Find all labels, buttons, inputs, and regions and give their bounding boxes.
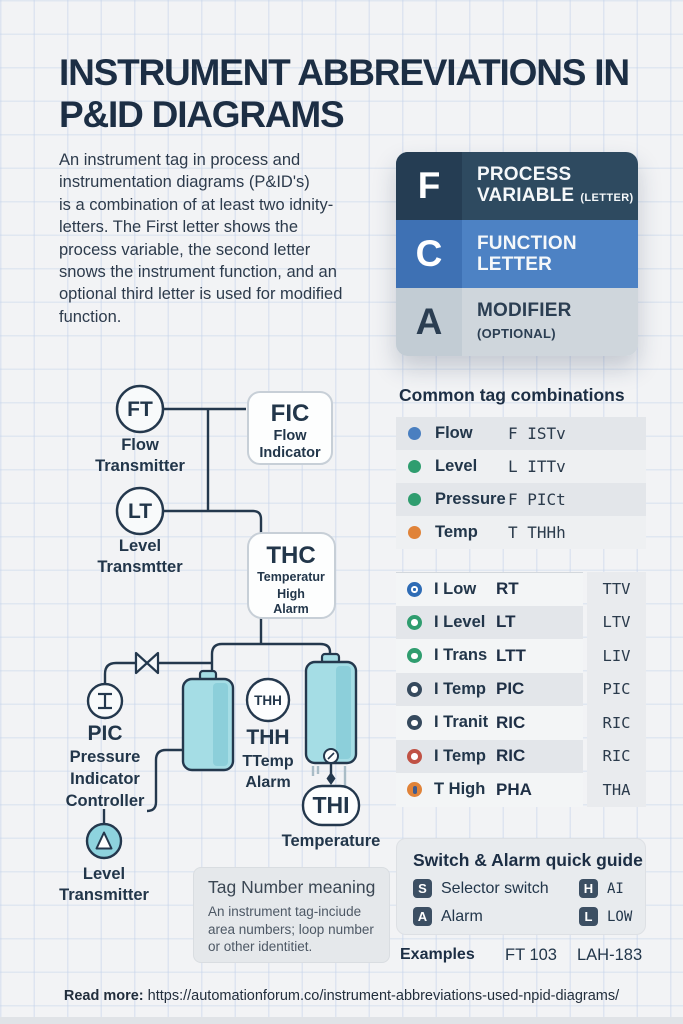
level-tx-label-line: Level	[82, 865, 126, 883]
legend-title-line1: PROCESS	[477, 163, 572, 185]
row-code: T THHh	[508, 523, 566, 542]
pic-tag: PIC	[87, 722, 123, 745]
legend-title-line1: MODIFIER	[477, 300, 572, 321]
common-tag-combinations-heading: Common tag combinations	[399, 385, 625, 405]
row-label: I Low	[434, 579, 477, 598]
row-code: LTT	[496, 645, 526, 665]
tank-shade	[213, 683, 228, 766]
tag-box-line: area numbers; loop number	[208, 921, 374, 937]
row-label: I Tranit	[434, 713, 489, 732]
thc-label-line: High	[277, 587, 305, 601]
example-tag: FT 103	[505, 946, 557, 964]
intro-line: optional third letter is used for modified	[59, 285, 343, 304]
guide-item-label: Alarm	[441, 907, 483, 925]
row-code: PIC	[496, 679, 525, 699]
row-mono-code: RIC	[587, 706, 646, 740]
row-mono-code: RIC	[587, 740, 646, 774]
row-mono-code: LTV	[587, 606, 646, 640]
thi-tag: THI	[312, 792, 350, 818]
level-tx-label-line: Transmitter	[59, 886, 149, 904]
a-badge-icon: A	[413, 907, 432, 926]
row-label: I Temp	[434, 679, 486, 698]
row-code: F ISTv	[508, 424, 566, 443]
legend-title-line2: LETTER	[477, 254, 553, 275]
intro-line: An instrument tag in process and	[59, 151, 301, 169]
legend-letter-c: C	[396, 220, 462, 288]
row-label: T High	[434, 780, 486, 799]
row-label: Flow	[435, 424, 473, 442]
lt-label-line: Level	[118, 537, 162, 555]
read-more-label: Read more:	[63, 988, 144, 1004]
thc-tag: THC	[266, 542, 316, 569]
row-label: Temp	[435, 523, 478, 541]
l-badge-icon: L	[579, 907, 598, 926]
intro-line: instrumentation diagrams (P&ID's)	[59, 173, 310, 192]
row-mono-code: THA	[587, 773, 646, 807]
row-code: PHA	[496, 779, 532, 799]
row-label: I Temp	[434, 746, 486, 765]
row-mono-code: PIC	[587, 673, 646, 707]
intro-line: is a combination of at least two idnity-	[59, 195, 334, 214]
intro-line: function.	[59, 307, 122, 326]
guide-item-label: Selector switch	[441, 879, 549, 897]
fic-label-line: Indicator	[259, 445, 321, 461]
row-code: F PICt	[508, 490, 566, 509]
pipe	[147, 750, 182, 811]
right-tank	[306, 654, 356, 763]
pic-label-line: Pressure	[69, 748, 141, 766]
row-mono-code: LIV	[587, 639, 646, 673]
page-title-line1: INSTRUMENT ABBREVIATIONS IN	[59, 52, 629, 93]
row-code: RIC	[496, 746, 526, 766]
row-mono-code: TTV	[587, 572, 646, 606]
tag-box-heading: Tag Number meaning	[208, 877, 376, 897]
thh-tag: THH	[246, 726, 290, 749]
thc-label-line: Temperatur	[257, 570, 325, 584]
legend-letter-a: A	[396, 288, 462, 356]
tag-box-line: An instrument tag-inciude	[208, 904, 362, 919]
ft-label-line: Flow	[121, 436, 159, 454]
page-title-line2: P&ID DIAGRAMS	[59, 94, 344, 135]
tag-box-line: or other identitiet.	[208, 939, 313, 954]
row-code: RT	[496, 579, 519, 599]
legend-note: (LETTER)	[580, 191, 634, 204]
arrow-head-icon	[327, 772, 336, 785]
examples-label: Examples	[400, 946, 475, 963]
intro-line: snows the instrument function, and an	[59, 263, 337, 282]
thh-label-line: Alarm	[245, 774, 291, 791]
row-label: I Trans	[434, 646, 488, 665]
valve-icon	[136, 653, 158, 673]
tank-shade	[336, 666, 351, 759]
thi-label: Temperature	[281, 832, 381, 850]
thc-label-line: Alarm	[273, 602, 309, 616]
row-label: Pressure	[435, 490, 506, 508]
row-code: RIC	[496, 712, 526, 732]
legend-title-line2: VARIABLE	[477, 184, 575, 206]
pic-label-line: Indicator	[70, 770, 140, 788]
fic-label-line: Flow	[273, 428, 307, 444]
intro-line: letters. The First letter shows the	[59, 218, 299, 237]
fic-tag: FIC	[270, 400, 310, 427]
lt-label-line: Transmtter	[97, 558, 183, 576]
guide-item-label: AI	[607, 880, 624, 897]
s-badge-icon: S	[413, 879, 432, 898]
thh-circle-tag: THH	[254, 693, 282, 708]
legend-title-line1: FUNCTION	[477, 233, 577, 254]
read-more-url: https://automationforum.co/instrument-abbreviations-used-npid-diagrams/	[147, 988, 620, 1004]
pipe	[163, 511, 261, 533]
thh-label-line: TTemp	[242, 753, 294, 770]
row-label: Level	[435, 457, 478, 475]
pic-label-line: Controller	[65, 792, 145, 810]
legend-letter-f: F	[396, 152, 462, 220]
row-code: LT	[496, 612, 516, 632]
intro-line: process variable, the second letter	[59, 240, 311, 259]
guide-heading: Switch & Alarm quick guide	[413, 850, 643, 870]
row-label: I Level	[434, 612, 486, 631]
row-code: L ITTv	[508, 457, 566, 476]
lt-tag: LT	[127, 500, 153, 523]
example-tag: LAH-183	[577, 946, 643, 964]
ft-label-line: Transmitter	[95, 457, 185, 475]
guide-item-label: LOW	[607, 908, 633, 925]
ft-tag: FT	[127, 398, 153, 421]
legend-title-line2: (OPTIONAL)	[477, 326, 556, 341]
h-badge-icon: H	[579, 879, 598, 898]
left-tank	[183, 671, 233, 770]
